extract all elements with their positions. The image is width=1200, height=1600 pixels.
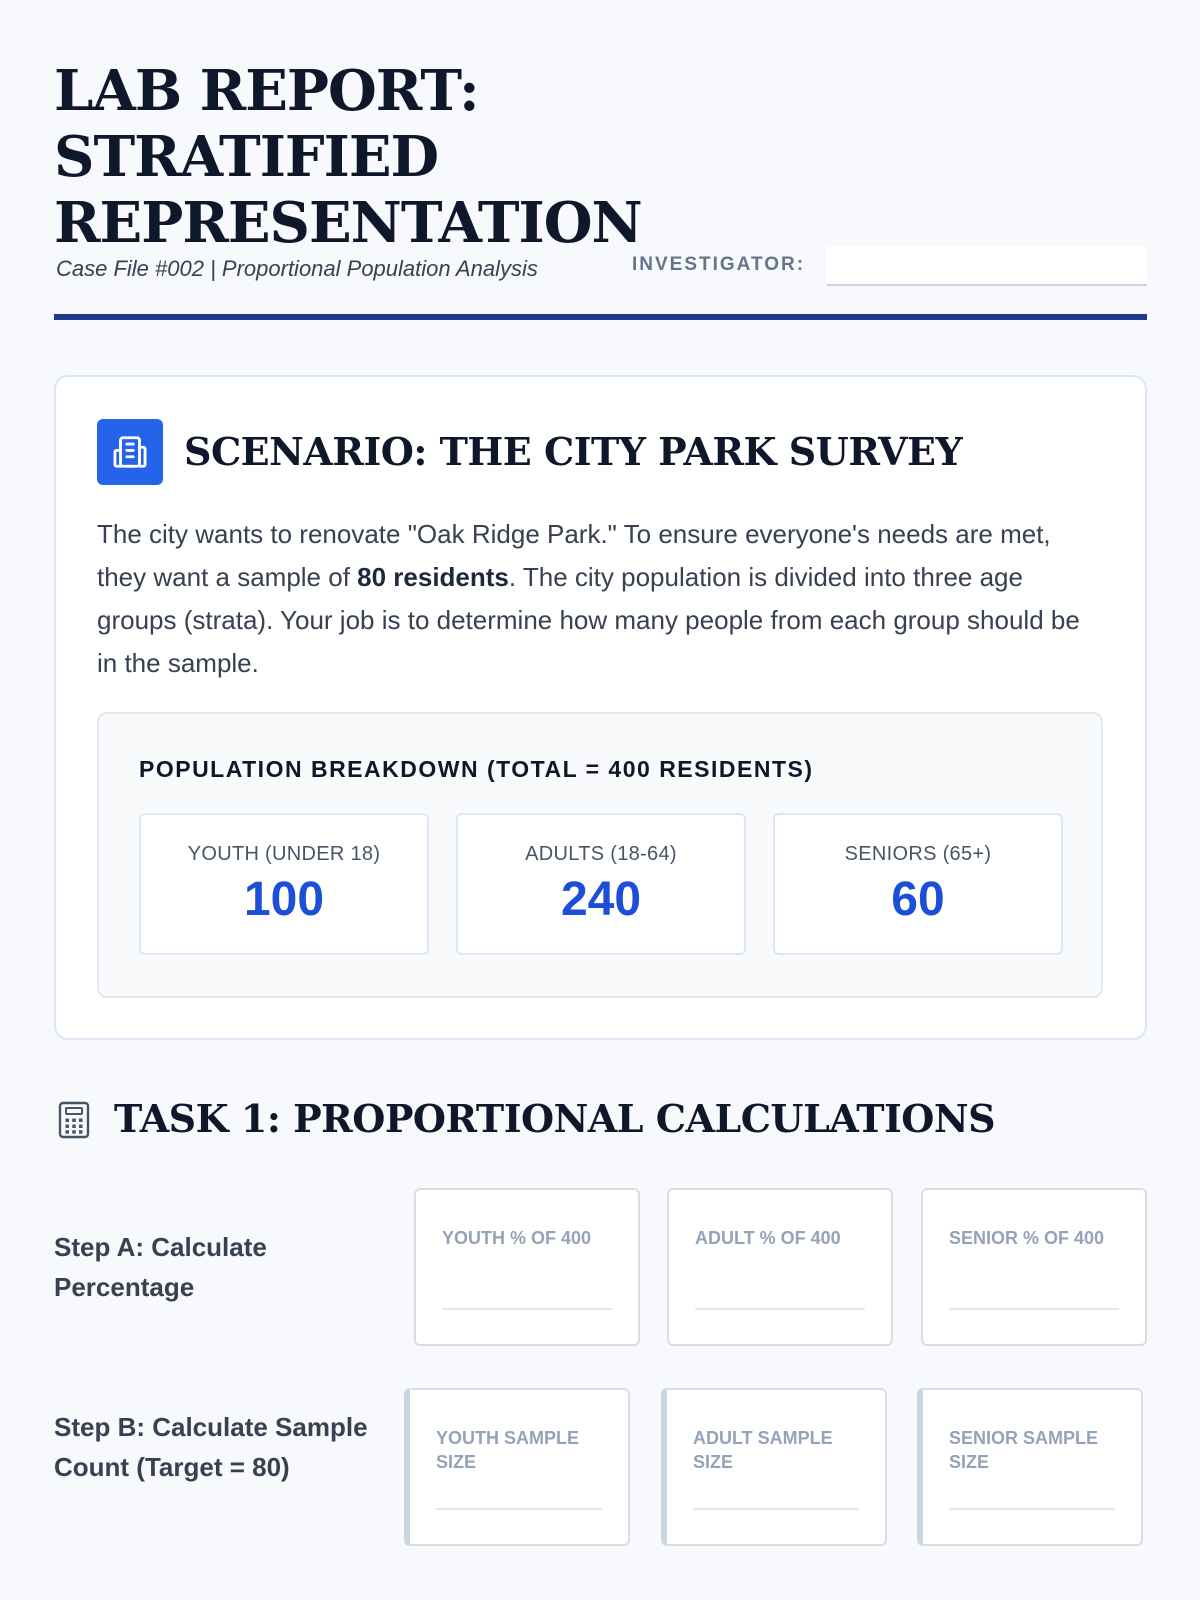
field-label: ADULT SAMPLE SIZE bbox=[693, 1428, 833, 1472]
investigator-label: INVESTIGATOR: bbox=[632, 254, 806, 275]
scenario-description bbox=[97, 513, 1097, 685]
population-breakdown bbox=[97, 712, 1103, 998]
header-divider bbox=[54, 314, 1147, 320]
adult-percent-field[interactable] bbox=[667, 1188, 893, 1346]
adult-sample-field[interactable] bbox=[661, 1388, 887, 1546]
youth-sample-field[interactable] bbox=[404, 1388, 630, 1546]
case-file-subtitle: Case File #002 | Proportional Population Analysis bbox=[56, 256, 538, 281]
sample-size-highlight: 80 residents bbox=[357, 562, 509, 592]
stratum-label: ADULTS (18-64) bbox=[525, 843, 677, 865]
field-label: ADULT % OF 400 bbox=[695, 1228, 841, 1248]
senior-percent-field[interactable] bbox=[921, 1188, 1147, 1346]
page-title: LAB REPORT: STRATIFIED REPRESENTATION bbox=[54, 58, 642, 256]
stratum-value: 100 bbox=[243, 873, 325, 926]
scenario-title: SCENARIO: THE CITY PARK SURVEY bbox=[184, 429, 963, 474]
field-label: YOUTH SAMPLE SIZE bbox=[436, 1428, 580, 1472]
task-1-title: TASK 1: PROPORTIONAL CALCULATIONS bbox=[114, 1096, 996, 1141]
stratum-card-seniors bbox=[773, 813, 1063, 955]
scenario-card bbox=[54, 375, 1147, 1040]
field-label: SENIOR % OF 400 bbox=[949, 1228, 1105, 1248]
stratum-label: SENIORS (65+) bbox=[844, 843, 992, 865]
stratum-card-youth bbox=[139, 813, 429, 955]
youth-percent-field[interactable] bbox=[414, 1188, 640, 1346]
stratum-card-adults bbox=[456, 813, 746, 955]
answer-line bbox=[436, 1508, 602, 1510]
answer-line bbox=[442, 1308, 612, 1310]
scenario-text-part-1: The city wants to renovate "Oak Ridge Park." To ensure everyone's needs are met, they want a sample of bbox=[97, 519, 1051, 592]
senior-sample-field[interactable] bbox=[917, 1388, 1143, 1546]
stratum-value: 60 bbox=[891, 873, 945, 926]
answer-line bbox=[693, 1508, 859, 1510]
field-label: YOUTH % OF 400 bbox=[442, 1228, 592, 1248]
answer-line bbox=[949, 1308, 1119, 1310]
building-icon bbox=[97, 419, 163, 485]
step-a-label: Step A: Calculate Percentage bbox=[54, 1232, 267, 1302]
investigator-input[interactable] bbox=[827, 246, 1147, 286]
answer-line bbox=[695, 1308, 865, 1310]
field-label: SENIOR SAMPLE SIZE bbox=[949, 1428, 1099, 1472]
breakdown-title: POPULATION BREAKDOWN (TOTAL = 400 RESIDENTS) bbox=[139, 756, 814, 782]
calculator-icon bbox=[58, 1101, 90, 1139]
scenario-text-part-2: . The city population is divided into three age groups (strata). Your job is to determine how many people from each group should be in the sample. bbox=[97, 562, 1080, 678]
answer-line bbox=[949, 1508, 1115, 1510]
step-b-label: Step B: Calculate Sample Count (Target = 80) bbox=[54, 1412, 368, 1482]
stratum-value: 240 bbox=[560, 873, 642, 926]
stratum-label: YOUTH (UNDER 18) bbox=[187, 843, 381, 865]
